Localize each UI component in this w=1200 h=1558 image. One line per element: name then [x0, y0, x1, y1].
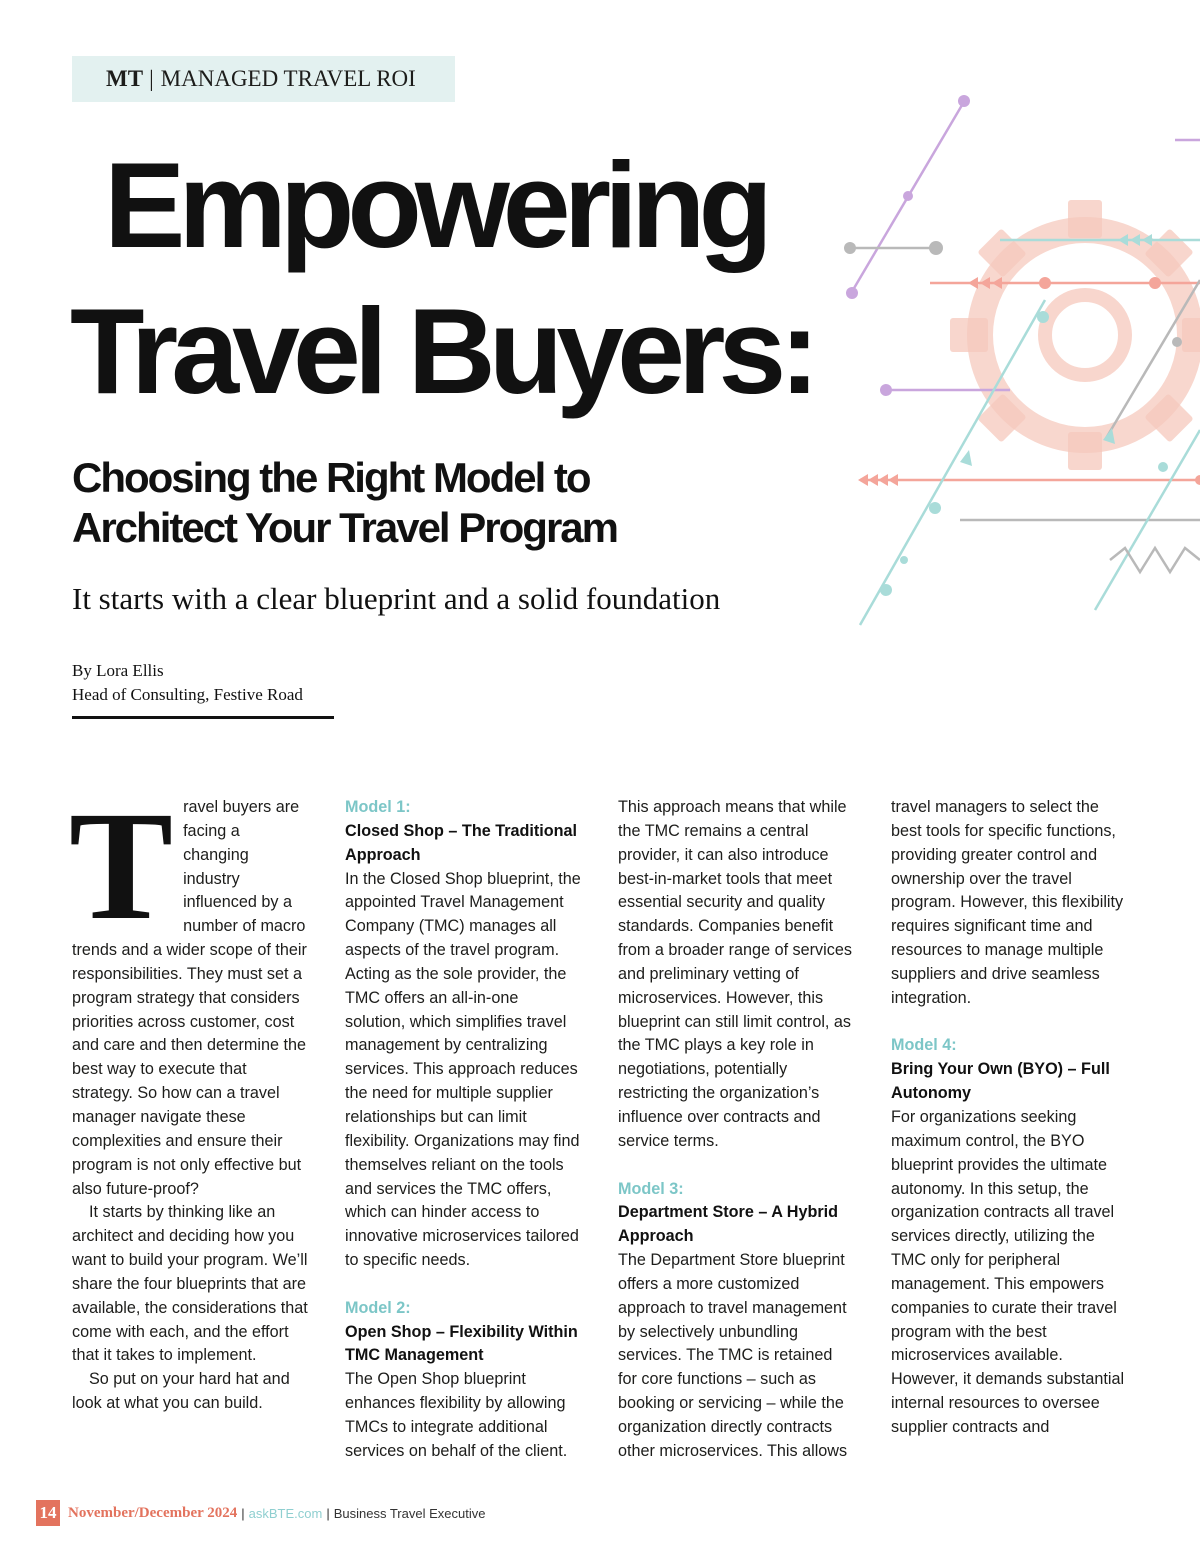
issue-date: November/December 2024 — [68, 1504, 238, 1521]
intro-paragraph-2: It starts by thinking like an architect and deciding how you want to build your program. We’ll share the four blueprints that are available, the considerations that come with each, and the effort that it takes to implement. — [72, 1203, 308, 1365]
model-4-label: Model 4: — [891, 1036, 957, 1055]
model-1-text: In the Closed Shop blueprint, the appointed Travel Management Company (TMC) manages all aspects of the travel program. Acting as the sole provider, the TMC offers an all-in-one solution, which simplifies travel management by centralizing services. This approach reduces the need for multiple supplier relationships but can limit flexibility. Organizations may find themselves reliant on the tools and services the TMC offers, which can hinder access to innovative microservices tailored to specific needs. — [345, 869, 581, 1270]
byline-rule — [72, 716, 334, 719]
subtitle-line-1: Choosing the Right Model to — [72, 454, 590, 501]
model-2-label: Model 2: — [345, 1298, 411, 1317]
intro-paragraph-1: ravel buyers are facing a changing industry influenced by a number of macro trends and a wider scope of their responsibilities. They must set a program strategy that considers priorities across customer, cost and care and then determine the best way to execute that strategy. So how can a travel manager navigate these complexities and ensure their program is not only effective but also future-proof? — [72, 798, 307, 1198]
model-3-name: Department Store – A Hybrid Approach — [618, 1203, 839, 1246]
tagline: It starts with a clear blueprint and a solid foundation — [72, 581, 721, 616]
title-line-1: Empowering — [104, 137, 767, 273]
model-2-text: The Open Shop blueprint enhances flexibility by allowing TMCs to integrate additional services on behalf of the client. — [345, 1370, 568, 1460]
byline — [72, 659, 303, 707]
model-3-text-continued: travel managers to select the best tools for specific functions, providing greater control and ownership over the travel program. However, this flexibility requires significant time and resources to manage multiple suppliers and drive seamless integration. — [891, 798, 1124, 1007]
column-2 — [345, 796, 581, 1464]
model-3-text: The Department Store blueprint offers a more customized approach to travel management by selectively unbundling services. The TMC is retained for core functions – such as booking or servicing – while the organization directly contracts other microservices. This allows — [618, 1251, 848, 1460]
publication-name: Business Travel Executive — [333, 1505, 486, 1521]
byline-role: Head of Consulting, Festive Road — [72, 685, 303, 704]
title-line-2: Travel Buyers: — [70, 283, 813, 419]
model-3-label: Model 3: — [618, 1179, 684, 1198]
byline-author: By Lora Ellis — [72, 661, 164, 680]
section-name: MANAGED TRAVEL ROI — [160, 66, 416, 91]
model-1-label: Model 1: — [345, 798, 411, 816]
column-4 — [891, 796, 1127, 1440]
model-4-name: Bring Your Own (BYO) – Full Autonomy — [891, 1060, 1110, 1103]
article-subtitle — [72, 453, 617, 553]
model-2-name: Open Shop – Flexibility Within TMC Management — [345, 1322, 578, 1365]
model-2-text-continued: This approach means that while the TMC remains a central provider, it can also introduce best-in-market tools that meet essential security and quality standards. Companies benefit from a broader range of services and preliminary vetting of microservices. However, this blueprint can still limit control, as the TMC plays a key role in negotiations, potentially restricting the organization’s influence over contracts and service terms. — [618, 798, 852, 1150]
subtitle-line-2: Architect Your Travel Program — [72, 504, 617, 551]
column-1 — [69, 779, 308, 1416]
model-4-text: For organizations seeking maximum control, the BYO blueprint provides the ultimate autonomy. In this setup, the organization contracts all travel services directly, utilizing the TMC only for peripheral management. This empowers companies to curate their travel program with the best microservices available. However, it demands substantial internal resources to oversee supplier contracts and — [891, 1107, 1125, 1436]
page-number: 14 — [36, 1500, 60, 1526]
section-abbr: MT — [106, 66, 144, 91]
column-3 — [618, 796, 854, 1464]
website-link[interactable]: askBTE.com — [248, 1505, 323, 1521]
gear-network-illustration — [840, 80, 1200, 640]
section-tag: MT | MANAGED TRAVEL ROI — [72, 56, 455, 102]
intro-paragraph-3: So put on your hard hat and look at what you can build. — [72, 1370, 290, 1413]
drop-cap: T — [69, 779, 174, 952]
article-title — [70, 132, 813, 424]
page-footer: 14 November/December 2024 | askBTE.com | Business Travel Executive — [36, 1500, 485, 1526]
model-1-name: Closed Shop – The Traditional Approach — [345, 821, 578, 864]
